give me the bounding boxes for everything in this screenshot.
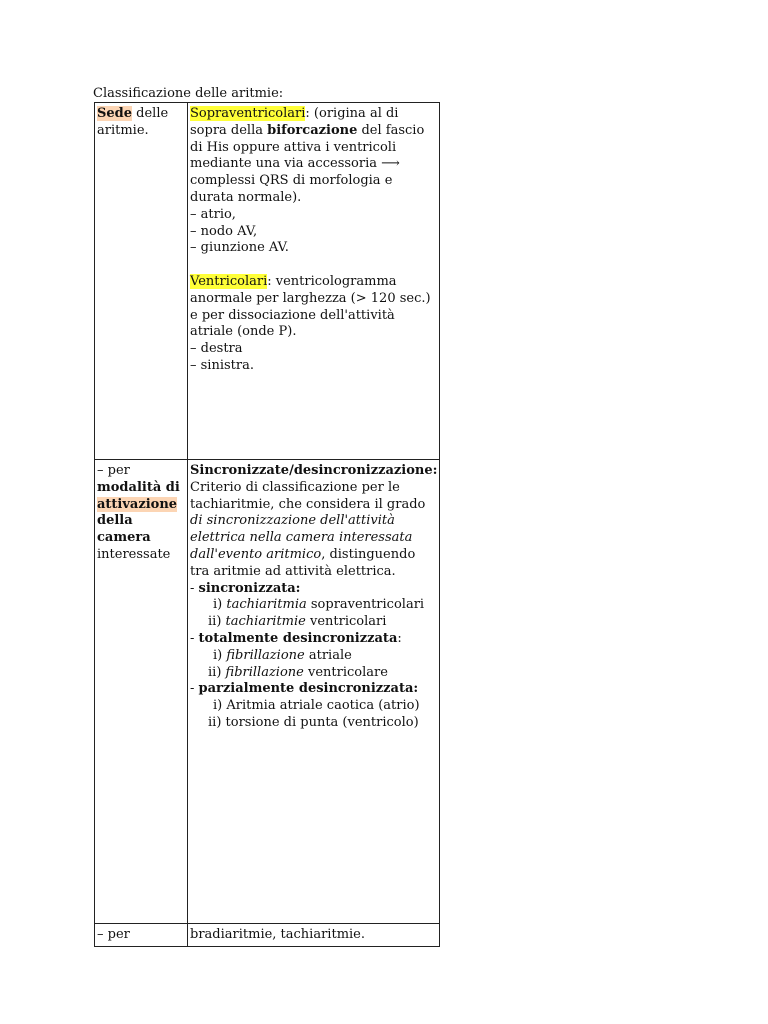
item-number: ii) [208, 614, 226, 630]
biforcazione-term: biforcazione [267, 122, 358, 138]
list-item: – atrio, [190, 206, 236, 222]
sopraventricolari-term: Sopraventricolari [190, 106, 306, 121]
row2-label-cell [95, 460, 188, 924]
sede-rest: delle aritmie. [97, 106, 169, 138]
sopraventricolari-text-2: del fascio di His oppure attiva i ventricoli mediante una via accessoria ⟶ complessi QRS di morfologia e durata normale). [190, 122, 425, 205]
list-item: – giunzione AV. [190, 240, 289, 256]
group-parzialmente [190, 681, 437, 698]
document-title: Classificazione delle aritmie: [93, 86, 284, 101]
row1-label-cell [95, 103, 188, 460]
label-bold-3: della camera [97, 513, 151, 546]
ventricolari-paragraph [190, 274, 431, 339]
item-text: sopraventricolari [306, 597, 425, 613]
row3-content-cell: bradiaritmie, tachiaritmie. [188, 924, 440, 947]
group-totalmente [190, 631, 437, 648]
spacer [190, 257, 437, 274]
item-italic: tachiaritmia [226, 597, 307, 613]
list-item [190, 715, 437, 732]
item-text: atriale [304, 647, 352, 663]
item-number: ii) [208, 664, 226, 680]
dash: - [190, 580, 199, 596]
list-item [190, 614, 437, 631]
list-item [190, 665, 437, 682]
ventricolari-term: Ventricolari [190, 273, 268, 289]
item-text: i) Aritmia atriale caotica (atrio) [213, 698, 420, 714]
row3-label-cell: – per [95, 924, 188, 947]
sopraventricolari-paragraph [190, 106, 424, 205]
group-heading: parzialmente desincronizzata: [198, 681, 419, 697]
item-number: i) [213, 597, 227, 613]
list-item: – nodo AV, [190, 223, 258, 239]
attivazione-term: attivazione [97, 496, 178, 512]
sopraventricolari-text: : (origina al di sopra della [190, 106, 399, 138]
table-row [95, 103, 440, 460]
dash: - [190, 630, 199, 646]
intro-text-2: , distinguendo tra aritmie ad attività elettrica. [190, 546, 416, 579]
ventricolari-text: : ventricologramma anormale per larghezza (> 120 sec.) e per dissociazione dell'attività atriale (onde P). [190, 273, 431, 340]
label-bold-1: modalità di [97, 479, 180, 495]
item-italic: fibrillazione [226, 647, 305, 663]
classification-table [94, 102, 440, 947]
sincronizzazione-heading: Sincronizzate/desincronizzazione: [190, 463, 438, 478]
group-heading: sincronizzata: [198, 580, 301, 596]
row2-content-cell [188, 460, 440, 924]
colon: : [397, 630, 402, 646]
item-italic: tachiaritmie [225, 614, 306, 630]
group-sincronizzata [190, 581, 437, 598]
item-number: i) [213, 647, 227, 663]
dash: - [190, 681, 199, 697]
list-item: – destra [190, 341, 243, 357]
list-item [190, 597, 437, 614]
table-row [95, 924, 440, 947]
intro-paragraph [190, 480, 437, 581]
sede-term: Sede [97, 106, 133, 121]
intro-text: Criterio di classificazione per le tachiaritmie, che considera il grado [190, 479, 426, 512]
item-text: ii) torsione di punta (ventricolo) [208, 714, 419, 730]
list-item [190, 698, 437, 715]
list-item: – sinistra. [190, 357, 254, 373]
item-text: ventricolare [303, 664, 388, 680]
intro-italic: di sincronizzazione dell'attività elettrica nella camera interessata dall'evento aritmico [190, 513, 413, 562]
label-prefix: – per [97, 463, 130, 478]
label-rest: interessate [97, 546, 171, 562]
item-italic: fibrillazione [225, 664, 304, 680]
item-text: ventricolari [305, 614, 387, 630]
list-item [190, 648, 437, 665]
group-heading: totalmente desincronizzata [198, 630, 398, 646]
table-row [95, 460, 440, 924]
row1-content-cell [188, 103, 440, 460]
